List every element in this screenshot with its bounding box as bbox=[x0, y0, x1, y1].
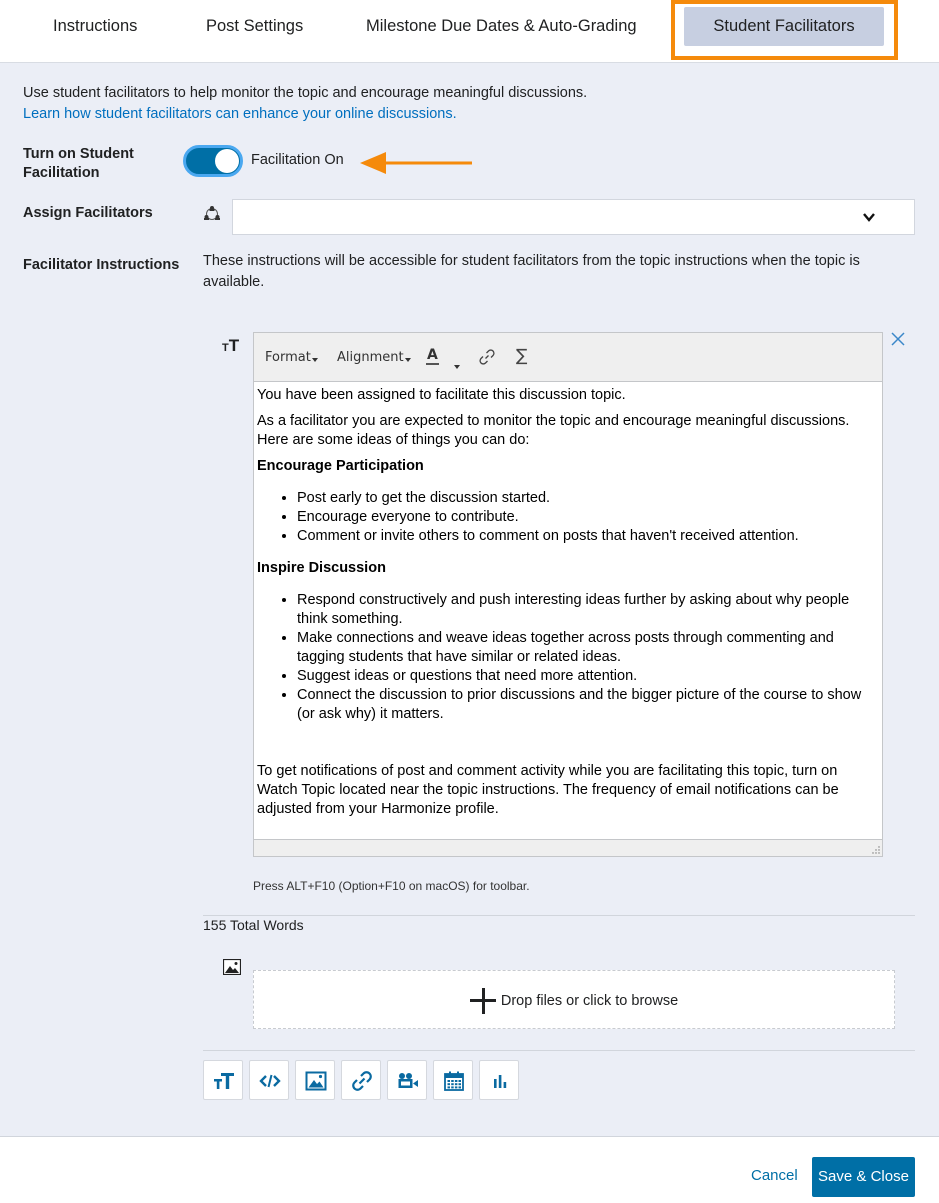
insert-calendar-button[interactable] bbox=[433, 1060, 473, 1100]
annotation-arrow-icon bbox=[360, 151, 474, 175]
close-icon[interactable] bbox=[890, 331, 906, 347]
text-format-icon bbox=[213, 1070, 235, 1092]
insert-video-button[interactable] bbox=[387, 1060, 427, 1100]
file-dropzone[interactable] bbox=[253, 970, 895, 1029]
editor-paragraph: To get notifications of post and comment activity while you are facilitating this topic, turn on Watch Topic located near the topic instructions. The frequency of email notifications can be adjusted from your Harmonize profile. bbox=[257, 763, 839, 817]
editor-list bbox=[257, 489, 879, 546]
chevron-down-icon bbox=[862, 210, 876, 224]
list-item: • Post early to get the discussion started. bbox=[297, 489, 879, 508]
facilitation-label: Turn on Student Facilitation bbox=[23, 146, 134, 181]
dropzone-text: Drop files or click to browse bbox=[500, 993, 679, 1009]
alignment-dropdown[interactable]: Alignment bbox=[337, 350, 411, 365]
image-icon bbox=[223, 959, 241, 975]
tab-milestone-due-dates[interactable]: Milestone Due Dates & Auto-Grading bbox=[366, 17, 637, 35]
editor-heading: Encourage Participation bbox=[257, 458, 424, 474]
word-count: 155 Total Words bbox=[203, 917, 304, 933]
caret-down-icon bbox=[405, 358, 411, 362]
facilitation-toggle[interactable] bbox=[183, 145, 243, 177]
list-item: • Make connections and weave ideas together across posts through commenting and tagging students that have similar or related ideas. bbox=[297, 629, 879, 667]
learn-more-link[interactable]: Learn how student facilitators can enhance your online discussions. bbox=[23, 106, 457, 122]
tab-post-settings[interactable]: Post Settings bbox=[206, 17, 304, 35]
text-format-button[interactable] bbox=[203, 1060, 243, 1100]
assign-facilitators-select[interactable] bbox=[232, 199, 915, 235]
caret-down-icon bbox=[454, 365, 460, 369]
code-icon bbox=[259, 1070, 281, 1092]
calendar-icon bbox=[443, 1070, 465, 1092]
text-size-icon: TT bbox=[222, 336, 240, 355]
editor-toolbar bbox=[254, 333, 882, 382]
facilitator-instructions-description: These instructions will be accessible for student facilitators from the topic instructions when the topic is available. bbox=[203, 253, 860, 290]
divider bbox=[203, 915, 915, 916]
chart-icon bbox=[489, 1070, 511, 1092]
editor-paragraph: You have been assigned to facilitate this discussion topic. bbox=[257, 387, 626, 403]
main-panel bbox=[0, 63, 939, 1137]
video-camera-icon bbox=[397, 1070, 419, 1092]
list-item: • Suggest ideas or questions that need more attention. bbox=[297, 667, 879, 686]
save-close-button[interactable]: Save & Close bbox=[812, 1157, 915, 1197]
facilitation-status: Facilitation On bbox=[251, 152, 344, 168]
assign-facilitators-label: Assign Facilitators bbox=[23, 205, 153, 221]
editor-statusbar bbox=[254, 839, 882, 856]
insert-chart-button[interactable] bbox=[479, 1060, 519, 1100]
sigma-icon[interactable]: ∑ bbox=[516, 346, 528, 366]
image-icon bbox=[305, 1070, 327, 1092]
list-item: • Connect the discussion to prior discussions and the bigger picture of the course to show (or ask why) it matters. bbox=[297, 686, 879, 724]
toolbar-hint: Press ALT+F10 (Option+F10 on macOS) for toolbar. bbox=[253, 879, 530, 893]
list-item: • Comment or invite others to comment on posts that haven't received attention. bbox=[297, 527, 879, 546]
text-color-caret[interactable] bbox=[453, 357, 460, 372]
toggle-knob bbox=[215, 149, 239, 173]
link-icon[interactable] bbox=[478, 348, 496, 366]
footer bbox=[0, 1137, 939, 1203]
format-dropdown[interactable]: Format bbox=[265, 350, 318, 365]
insert-image-button[interactable] bbox=[295, 1060, 335, 1100]
plus-icon bbox=[470, 988, 496, 1014]
text-color-button[interactable]: A bbox=[427, 347, 438, 363]
list-item: • Respond constructively and push interesting ideas further by asking about why people think something. bbox=[297, 591, 879, 629]
resize-handle-icon[interactable] bbox=[870, 844, 880, 854]
intro-text: Use student facilitators to help monitor the topic and encourage meaningful discussions. bbox=[23, 85, 588, 101]
editor-list bbox=[257, 591, 879, 724]
link-icon bbox=[351, 1070, 373, 1092]
tab-instructions[interactable]: Instructions bbox=[53, 17, 138, 35]
editor-heading: Inspire Discussion bbox=[257, 560, 386, 576]
insert-link-button[interactable] bbox=[341, 1060, 381, 1100]
group-icon bbox=[203, 205, 221, 223]
code-button[interactable] bbox=[249, 1060, 289, 1100]
tab-bar bbox=[0, 0, 939, 63]
facilitator-instructions-label: Facilitator Instructions bbox=[23, 257, 180, 273]
cancel-button[interactable]: Cancel bbox=[751, 1167, 798, 1184]
tab-student-facilitators[interactable]: Student Facilitators bbox=[684, 7, 884, 46]
editor-content[interactable] bbox=[254, 382, 882, 839]
caret-down-icon bbox=[312, 358, 318, 362]
divider bbox=[203, 1050, 915, 1051]
editor-paragraph: As a facilitator you are expected to monitor the topic and encourage meaningful discussions. Here are some ideas of things you can do: bbox=[257, 413, 850, 448]
rich-text-editor[interactable] bbox=[253, 332, 883, 857]
list-item: • Encourage everyone to contribute. bbox=[297, 508, 879, 527]
